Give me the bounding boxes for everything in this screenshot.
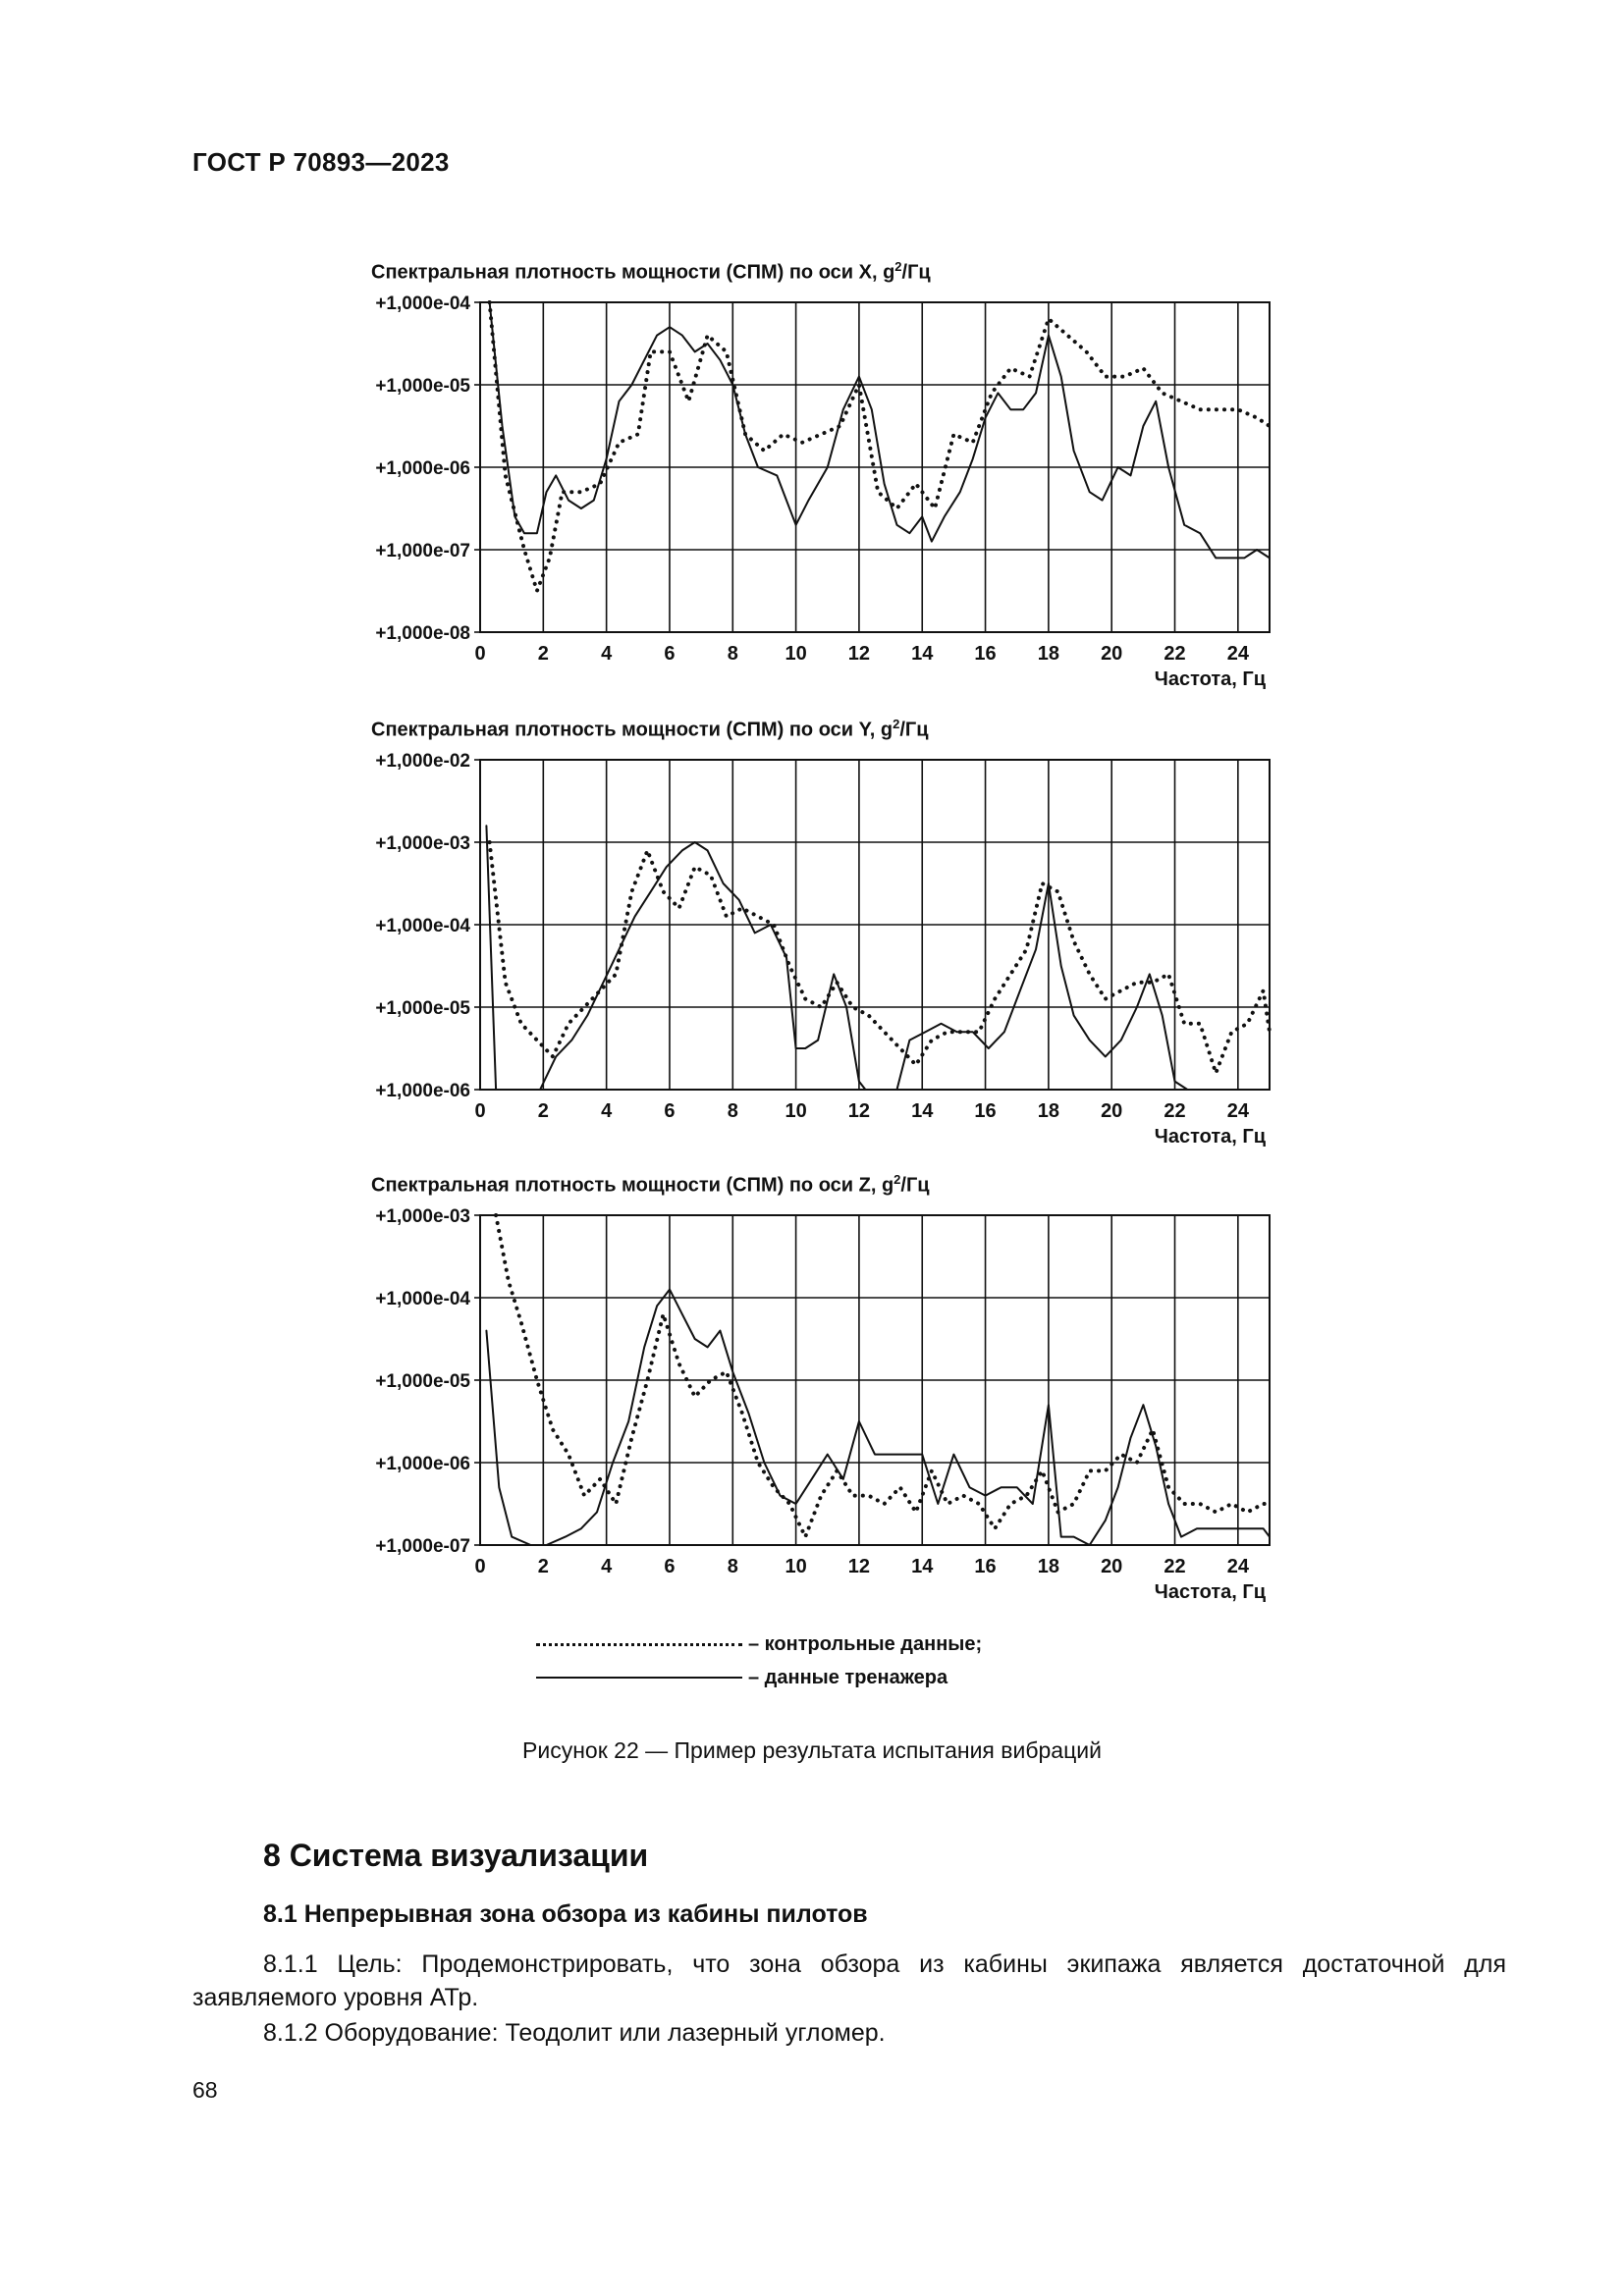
document-header: ГОСТ Р 70893—2023: [192, 147, 450, 177]
x-tick-label: 10: [785, 1556, 807, 1577]
x-tick-label: 24: [1226, 643, 1249, 665]
x-tick-label: 20: [1101, 1556, 1123, 1577]
psd-chart-axis-x: [0, 294, 1624, 697]
psd-chart-axis-z: [0, 1207, 1624, 1610]
y-tick-label: +1,000e-08: [375, 623, 470, 644]
x-tick-label: 4: [601, 643, 613, 665]
y-tick-label: +1,000e-04: [375, 1289, 470, 1309]
x-tick-label: 12: [847, 1100, 871, 1122]
subsection-title: 8.1 Непрерывная зона обзора из кабины пилотов: [263, 1900, 868, 1928]
x-tick-label: 6: [664, 1556, 676, 1577]
x-tick-label: 10: [785, 643, 807, 665]
x-tick-label: 20: [1101, 643, 1123, 665]
x-tick-label: 22: [1164, 1556, 1186, 1577]
x-tick-label: 4: [601, 1100, 613, 1122]
x-tick-label: 8: [727, 1100, 738, 1122]
x-tick-label: 0: [474, 1100, 486, 1122]
grid: [480, 302, 1270, 632]
legend-item-reference: [536, 1629, 982, 1659]
chart-x-title: Спектральная плотность мощности (СПМ) по оси X, $g^2/Гц$: [371, 259, 931, 284]
x-tick-label: 18: [1037, 643, 1060, 665]
y-tick-label: +1,000e-03: [375, 833, 470, 854]
x-tick-label: 14: [911, 1556, 934, 1577]
legend-label: – данные тренажера: [748, 1666, 948, 1688]
x-tick-label: 16: [974, 1556, 997, 1577]
series-reference-line: [496, 1215, 1270, 1537]
x-tick-label: 16: [974, 1100, 997, 1122]
x-tick-label: 24: [1226, 1556, 1249, 1577]
y-tick-label: +1,000e-05: [375, 376, 470, 397]
y-tick-label: +1,000e-03: [375, 1206, 470, 1227]
x-tick-label: 6: [664, 643, 676, 665]
chart-z-title: Спектральная плотность мощности (СПМ) по оси Z, $g^2/Гц$: [371, 1172, 930, 1197]
x-tick-label: 6: [664, 1100, 676, 1122]
x-tick-label: 2: [537, 1556, 549, 1577]
figure-caption: Рисунок 22 — Пример результата испытания вибраций: [522, 1737, 1102, 1763]
x-tick-label: 20: [1101, 1100, 1123, 1122]
x-tick-label: 0: [474, 643, 486, 665]
grid: [480, 1215, 1270, 1545]
y-tick-label: +1,000e-05: [375, 1371, 470, 1392]
x-tick-label: 14: [911, 1100, 934, 1122]
x-tick-label: 14: [911, 643, 934, 665]
y-tick-label: +1,000e-04: [375, 916, 470, 936]
x-tick-label: 4: [601, 1556, 613, 1577]
paragraph: 8.1.2 Оборудование: Теодолит или лазерный угломер.: [263, 2019, 886, 2047]
paragraph: 8.1.1 Цель: Продемонстрировать, что зона обзора из кабины экипажа является достаточной для заявляемого уровня АТр.: [192, 1950, 1506, 2011]
y-tick-label: +1,000e-07: [375, 541, 470, 561]
x-tick-label: 0: [474, 1556, 486, 1577]
legend-label: – контрольные данные;: [748, 1632, 983, 1655]
x-tick-label: 8: [727, 1556, 738, 1577]
x-tick-label: 12: [847, 1556, 871, 1577]
y-tick-label: +1,000e-02: [375, 751, 470, 772]
y-tick-label: +1,000e-06: [375, 1081, 470, 1101]
y-tick-label: +1,000e-05: [375, 998, 470, 1019]
x-tick-label: 18: [1037, 1100, 1060, 1122]
chart-y-title: Спектральная плотность мощности (СПМ) по оси Y, $g^2/Гц$: [371, 717, 929, 741]
x-axis-label: Частота, Гц: [1154, 668, 1266, 690]
x-tick-label: 2: [537, 1100, 549, 1122]
y-tick-label: +1,000e-06: [375, 458, 470, 479]
series-simulator-line: [486, 1290, 1270, 1545]
x-tick-label: 8: [727, 643, 738, 665]
x-tick-label: 22: [1164, 1100, 1186, 1122]
x-axis-label: Частота, Гц: [1154, 1581, 1266, 1603]
figure-legend: [536, 1629, 1086, 1708]
x-tick-label: 12: [847, 643, 871, 665]
x-tick-label: 16: [974, 643, 997, 665]
x-tick-label: 2: [537, 643, 549, 665]
x-tick-label: 18: [1037, 1556, 1060, 1577]
x-tick-label: 24: [1226, 1100, 1249, 1122]
y-tick-label: +1,000e-04: [375, 294, 470, 314]
grid: [480, 760, 1270, 1090]
y-tick-label: +1,000e-07: [375, 1536, 470, 1557]
dotted-line-swatch: [536, 1643, 742, 1646]
page-number: 68: [192, 2077, 218, 2103]
x-tick-label: 10: [785, 1100, 807, 1122]
legend-item-simulator: [536, 1663, 947, 1692]
x-axis-label: Частота, Гц: [1154, 1126, 1266, 1148]
psd-chart-axis-y: [0, 752, 1624, 1154]
section-title: 8 Система визуализации: [263, 1838, 649, 1873]
y-tick-label: +1,000e-06: [375, 1454, 470, 1474]
x-tick-label: 22: [1164, 643, 1186, 665]
solid-line-swatch: [536, 1677, 742, 1679]
